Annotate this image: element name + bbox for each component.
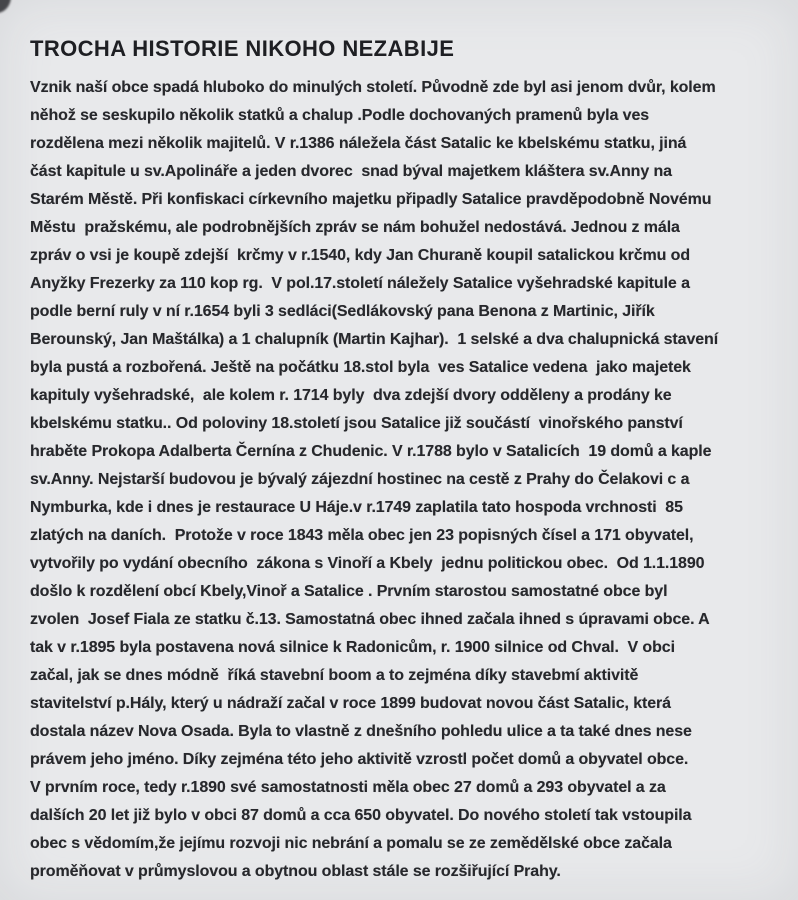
text-line: Nymburka, kde i dnes je restaurace U Háje.v r.1749 zaplatila tato hospoda vrchnosti 85 <box>30 499 683 516</box>
page-title: TROCHA HISTORIE NIKOHO NEZABIJE <box>30 35 455 61</box>
text-line: hraběte Prokopa Adalberta Černína z Chudenic. V r.1788 bylo v Satalicích 19 domů a kaple <box>30 443 712 460</box>
text-line: zpráv o vsi je koupě zdejší krčmy v r.1540, kdy Jan Churaně koupil satalickou krčmu od <box>30 247 691 264</box>
text-line: začal, jak se dnes módně říká stavební boom a to zejména díky stavebmí aktivitě <box>30 667 639 684</box>
text-line: kapituly vyšehradské, ale kolem r. 1714 byly dva zdejší dvory odděleny a prodány ke <box>30 387 672 404</box>
text-line: právem jeho jméno. Díky zejména této jeho aktivitě vzrostl počet domů a obyvatel obce. <box>30 751 689 768</box>
text-line: něhož se seskupilo několik statků a chalup .Podle dochovaných pramenů byla ves <box>30 107 650 124</box>
text-line: dalších 20 let již bylo v obci 87 domů a cca 650 obyvatel. Do nového století tak vstoupila <box>30 807 692 824</box>
scan-artifact-corner <box>0 0 11 13</box>
text-line: Starém Městě. Při konfiskaci církevního majetku připadly Satalice pravděpodobně Novému <box>30 191 712 208</box>
text-line: Anyžky Frezerky za 110 kop rg. V pol.17.století náležely Satalice vyšehradské kapitule a <box>30 275 690 292</box>
text-line: V prvním roce, tedy r.1890 své samostatnosti měla obec 27 domů a 293 obyvatel a za <box>30 779 666 796</box>
text-line: Městu pražskému, ale podrobnějších zpráv se nám bohužel nedostává. Jednou z mála <box>30 219 680 236</box>
text-line: vytvořily po vydání obecního zákona s Vinoří a Kbely jednu politickou obec. Od 1.1.1890 <box>30 555 705 572</box>
text-line: rozdělena mezi několik majitelů. V r.1386 náležela část Satalic ke kbelskému statku, jiná <box>30 135 687 152</box>
text-line: byla pustá a rozbořená. Ještě na počátku 18.stol byla ves Satalice vedena jako majetek <box>30 359 691 376</box>
text-line: stavitelství p.Hály, který u nádraží začal v roce 1899 budovat novou část Satalic, která <box>30 695 671 712</box>
text-line: obec s vědomím,že jejímu rozvoji nic nebrání a pomalu se ze zemědělské obce začala <box>30 835 672 852</box>
text-line: zvolen Josef Fiala ze statku č.13. Samostatná obec ihned začala ihned s úpravami obce. A <box>30 611 710 628</box>
text-line: tak v r.1895 byla postavena nová silnice k Radonicům, r. 1900 silnice od Chval. V obci <box>30 639 675 656</box>
text-line: došlo k rozdělení obcí Kbely,Vinoř a Satalice . Prvním starostou samostatné obce byl <box>30 583 668 600</box>
body-text <box>30 74 782 886</box>
text-line: Berounský, Jan Maštálka) a 1 chalupník (Martin Kajhar). 1 selské a dva chalupnická stavení <box>30 331 719 348</box>
text-line: kbelskému statku.. Od poloviny 18.století jsou Satalice již součástí vinořského panství <box>30 415 683 432</box>
text-line: zlatých na daních. Protože v roce 1843 měla obec jen 23 popisných čísel a 171 obyvatel, <box>30 527 694 544</box>
text-line: část kapitule u sv.Apolináře a jeden dvorec snad býval majetkem kláštera sv.Anny na <box>30 163 672 180</box>
text-line: proměňovat v průmyslovou a obytnou oblast stále se rozšiřující Prahy. <box>30 863 561 880</box>
text-line: podle berní ruly v ní r.1654 byli 3 sedláci(Sedlákovský pana Benona z Martinic, Jiřík <box>30 303 655 320</box>
text-line: Vznik naší obce spadá hluboko do minulých století. Původně zde byl asi jenom dvůr, kolem <box>30 79 716 96</box>
text-line: sv.Anny. Nejstarší budovou je bývalý zájezdní hostinec na cestě z Prahy do Čelakovi c a <box>30 471 690 488</box>
text-line: dostala název Nova Osada. Byla to vlastně z dnešního pohledu ulice a ta také dnes nese <box>30 723 692 740</box>
